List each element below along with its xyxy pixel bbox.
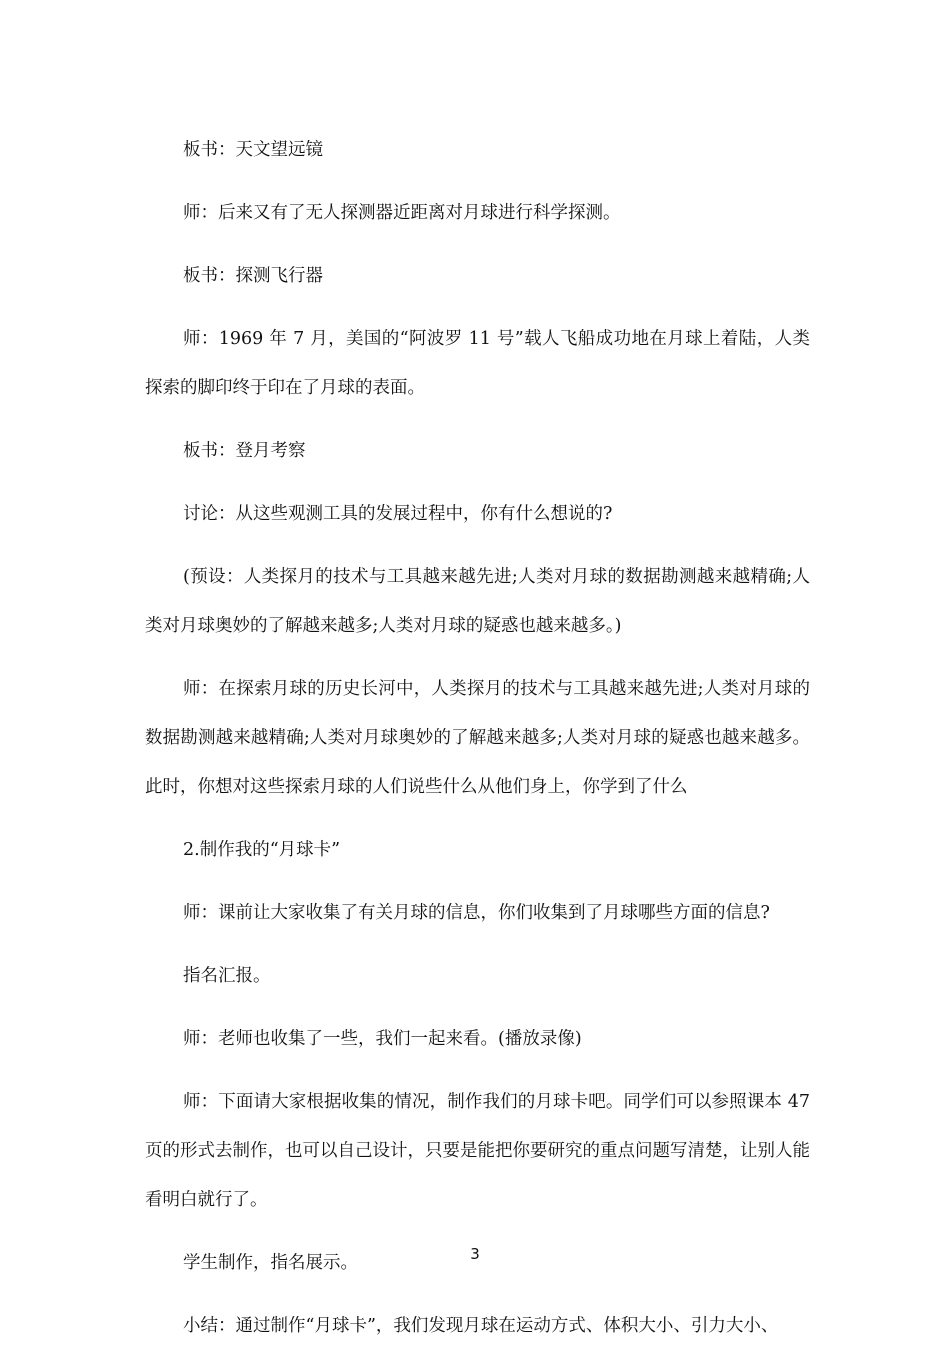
page-number: 3 — [470, 1245, 480, 1263]
paragraph-report: 指名汇报。 — [183, 966, 271, 986]
paragraph-student-make: 学生制作，指名展示。 — [183, 1253, 358, 1273]
paragraph-teacher-video: 师：老师也收集了一些，我们一起来看。(播放录像) — [183, 1029, 582, 1049]
paragraph-teacher-apollo: 师：1969 年 7 月，美国的“阿波罗 11 号”载人飞船成功地在月球上着陆，人类探索的脚印终于印在了月球的表面。 — [145, 329, 810, 398]
paragraph-teacher-collect-info: 师：课前让大家收集了有关月球的信息，你们收集到了月球哪些方面的信息? — [183, 903, 770, 923]
paragraph-teacher-probe: 师：后来又有了无人探测器近距离对月球进行科学探测。 — [183, 203, 621, 223]
paragraph-board-telescope: 板书：天文望远镜 — [183, 140, 323, 160]
section-heading-moon-card: 2.制作我的“月球卡” — [183, 840, 341, 860]
paragraph-discussion: 讨论：从这些观测工具的发展过程中，你有什么想说的? — [183, 504, 613, 524]
paragraph-teacher-make-card: 师：下面请大家根据收集的情况，制作我们的月球卡吧。同学们可以参照课本 47 页的形式去制作，也可以自己设计，只要是能把你要研究的重点问题写清楚，让别人能看明白就行了。 — [145, 1092, 810, 1210]
paragraph-board-probe-craft: 板书：探测飞行器 — [183, 266, 323, 286]
document-body — [145, 126, 810, 1351]
paragraph-summary: 小结：通过制作“月球卡”，我们发现月球在运动方式、体积大小、引力大小、 — [183, 1316, 779, 1336]
paragraph-board-moon-landing: 板书：登月考察 — [183, 441, 306, 461]
paragraph-teacher-history: 师：在探索月球的历史长河中，人类探月的技术与工具越来越先进;人类对月球的数据勘测越来越精确;人类对月球奥妙的了解越来越多;人类对月球的疑惑也越来越多。此时，你想对这些探索月球的人们说些什么从他们身上，你学到了什么 — [145, 679, 810, 797]
paragraph-preset-answers: (预设：人类探月的技术与工具越来越先进;人类对月球的数据勘测越来越精确;人类对月球奥妙的了解越来越多;人类对月球的疑惑也越来越多。) — [145, 567, 810, 636]
